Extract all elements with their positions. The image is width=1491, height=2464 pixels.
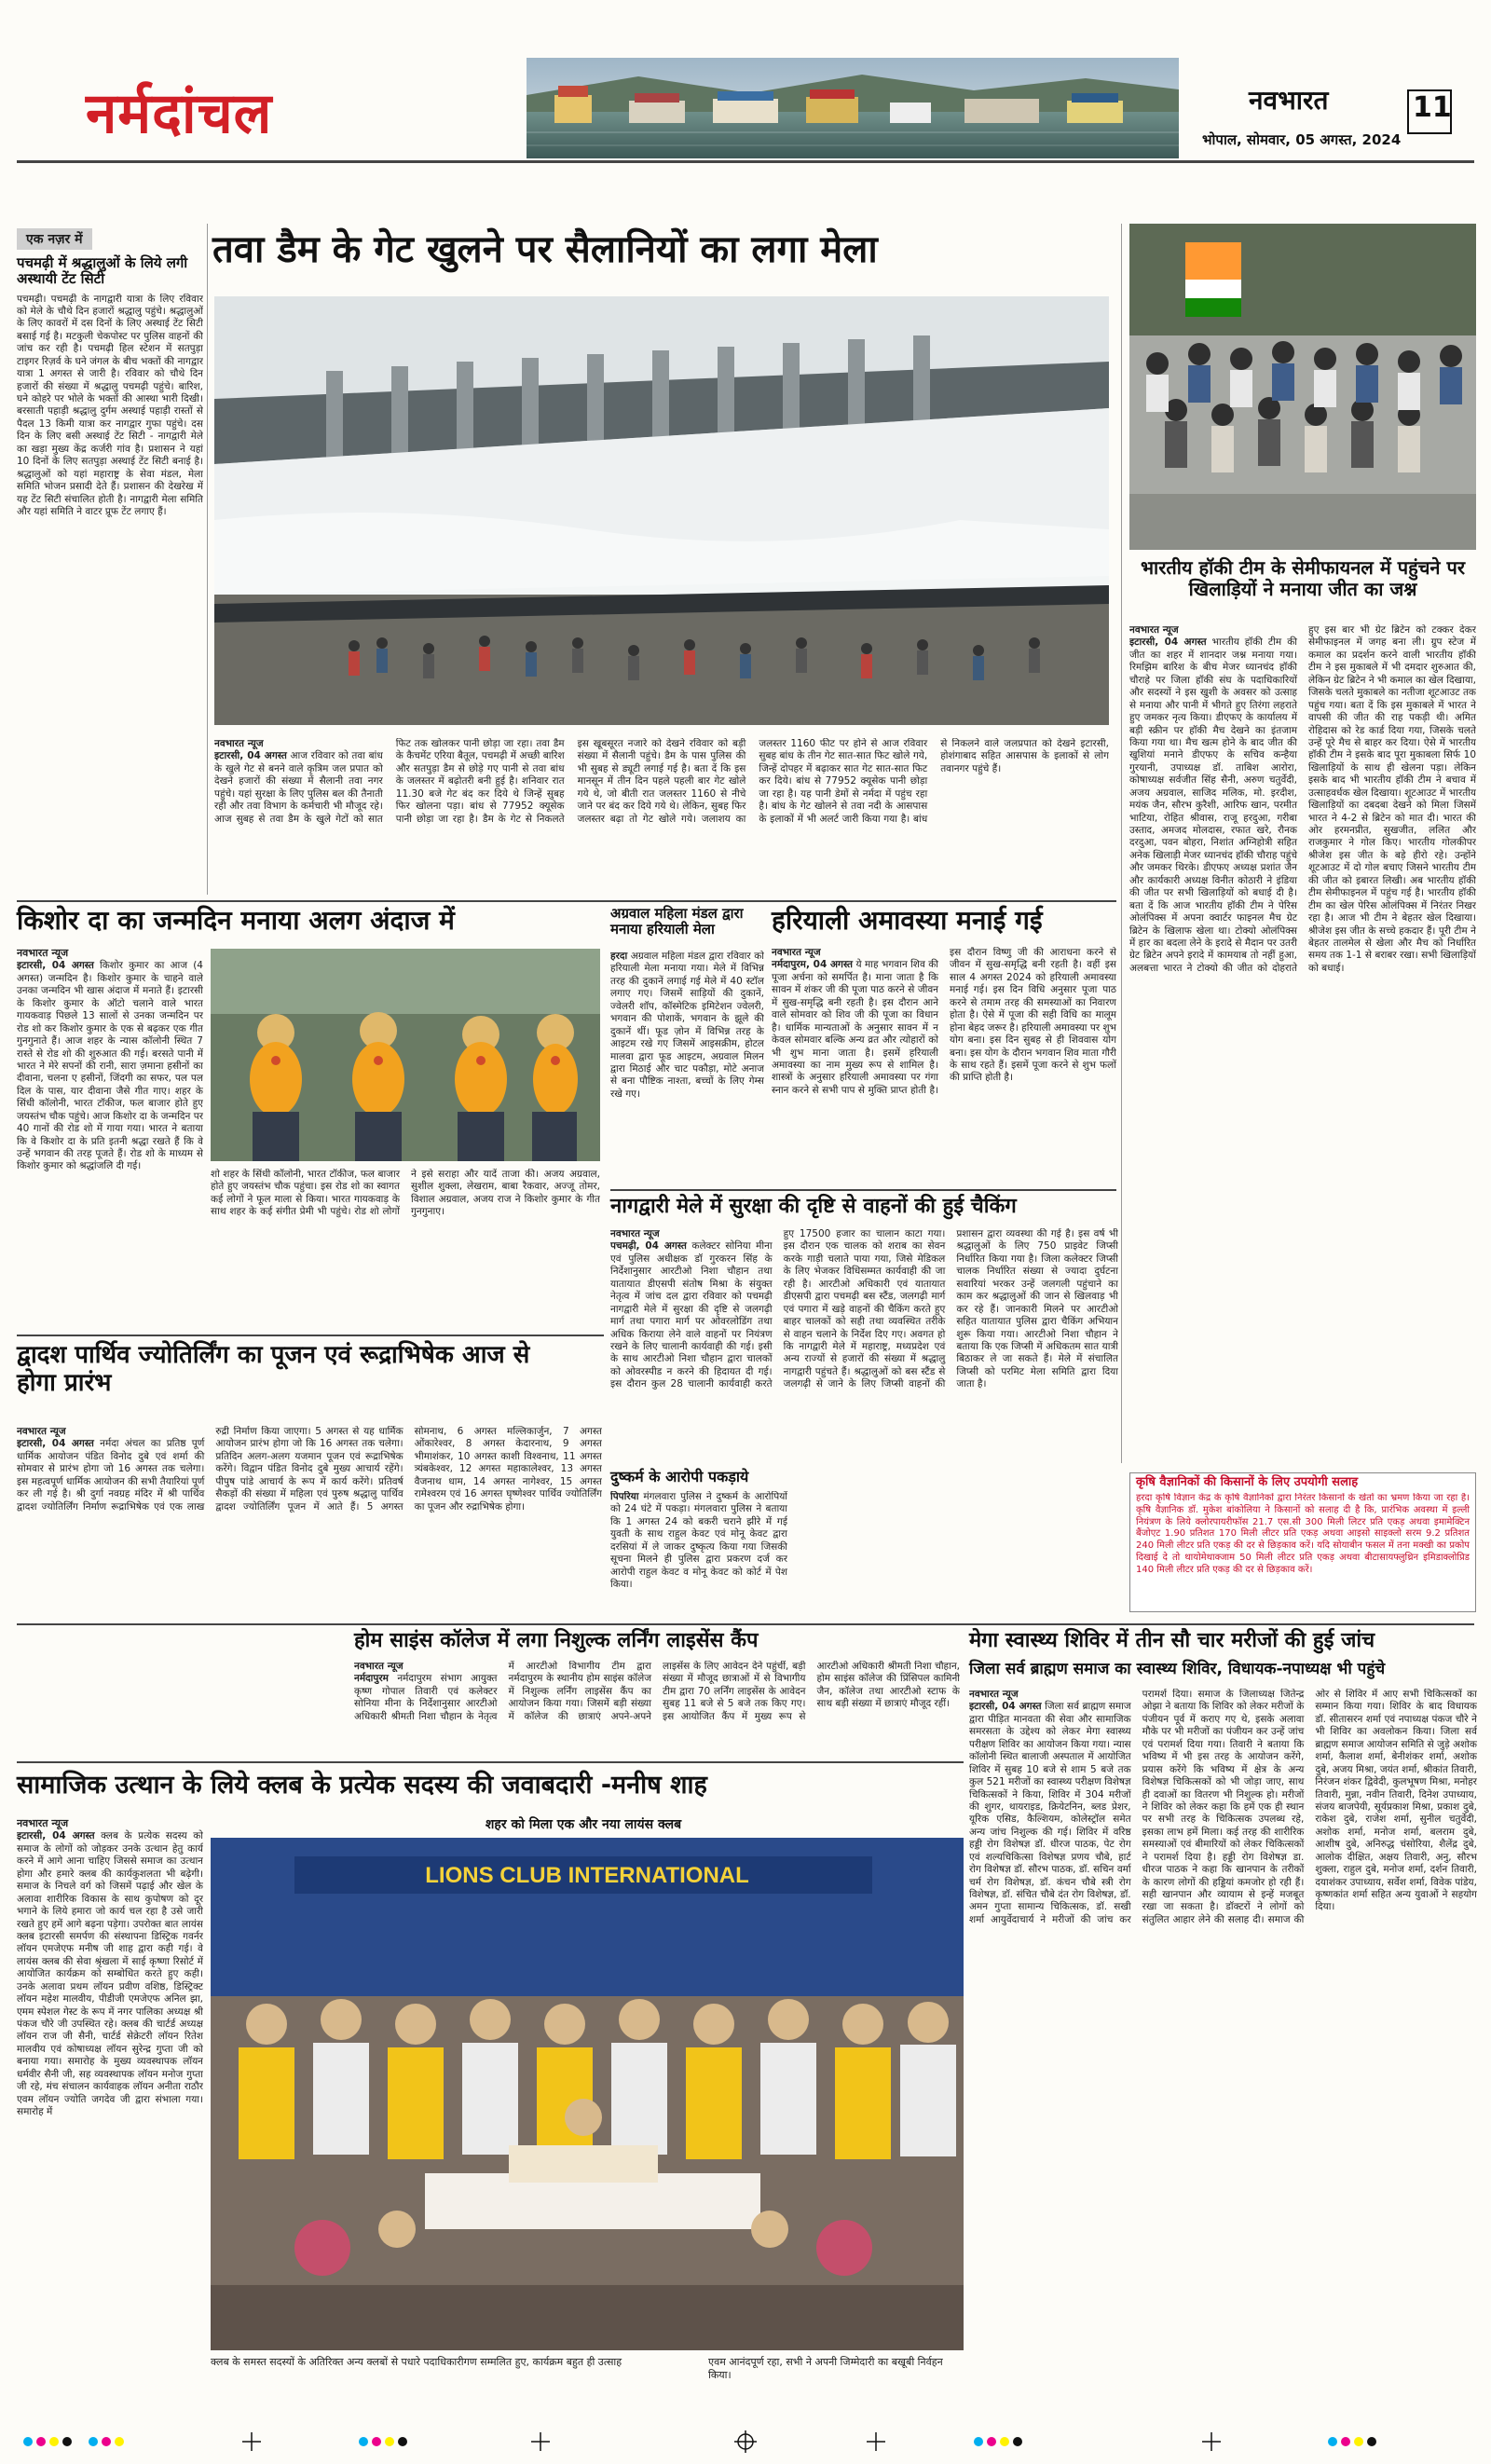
nagdwari-byline: नवभारत न्यूज: [610, 1228, 660, 1239]
agrawal-dateline: हरदा: [610, 951, 628, 962]
masthead-lake-photo: [527, 58, 1179, 158]
health-dateline: इटारसी, 04 अगस्त: [969, 1701, 1042, 1713]
homescience-text: नर्मदापुरम संभाग आयुक्त कृष्ण गोपाल तिवारी एवं कलेक्टर सोनिया मीना के निर्देशानुसार आरटीओ अधिकारी श्रीमती निशा चौहान के नेतृत्व में आरटीओ विभागीय टीम द्वारा नर्मदापुरम के स्थानीय होम साइंस कॉलेज में निशुल्क लर्निंग लाइसेंस कैंप का आयोजन किया गया। जिसमें बड़ी संख्या में कॉलेज की छात्राएं अपने-अपने लाइसेंस के लिए आवेदन देने पहुंचीं, बड़ी संख्या में मौजूद छात्राओं में से विभागीय टीम द्वारा 70 लर्निंग लाइसेंस के आवेदन सुबह 11 बजे से 5 बजे तक किए गए। इस आयोजित कैंप में मुख्य रूप से आरटीओ अधिकारी श्रीमती निशा चौहान, होम साइंस कॉलेज की प्रिंसिपल कामिनी जैन, कॉलेज तथा आरटीओ स्टाफ के साथ बड़ी संख्या में छात्राएं मौजूद रहीं।: [354, 1661, 960, 1722]
agrawal-headline: अग्रवाल महिला मंडल द्वारा मनाया हरियाली मेला: [610, 905, 744, 938]
kishore-byline: नवभारत न्यूज: [17, 947, 69, 959]
masthead-section-title: नर्मदांचल: [86, 81, 273, 146]
masthead-dateline: भोपाल, सोमवार, 05 अगस्त, 2024: [1202, 131, 1402, 148]
hockey-dateline: इटारसी, 04 अगस्त: [1129, 637, 1207, 649]
nagdwari-dateline: पचमढ़ी, 04 अगस्त: [610, 1240, 687, 1253]
lead-byline: नवभारत न्यूज: [214, 738, 264, 749]
masthead: [0, 0, 1491, 158]
hockey-body: [1129, 624, 1476, 1463]
shivling-dateline: इटारसी, 04 अगस्त: [17, 1438, 94, 1450]
farmers-headline: कृषि वैज्ञानिकों की किसानों के लिए उपयोगी सलाह: [1136, 1475, 1359, 1489]
kishore-headline: किशोर दा का जन्मदिन मनाया अलग अंदाज में: [17, 905, 455, 936]
hockey-photo: [1129, 224, 1476, 550]
social-dateline: इटारसी, 04 अगस्त: [17, 1830, 95, 1842]
kishore-photo: [211, 949, 600, 1161]
agrawal-body: [610, 951, 764, 1184]
masthead-rule: [17, 160, 1474, 163]
lead-dateline: इटारसी, 04 अगस्त: [214, 750, 287, 762]
health-byline: नवभारत न्यूज: [969, 1689, 1019, 1700]
section-rule-1: [17, 900, 1116, 902]
kishore-dateline: इटारसी, 04 अगस्त: [17, 960, 94, 972]
lead-headline: तवा डैम के गेट खुलने पर सैलानियों का लगा मेला: [212, 228, 878, 271]
sidebar-headline: पचमढ़ी में श्रद्धालुओं के लिये लगी अस्थायी टेंट सिटी: [17, 254, 188, 288]
farmers-box: [1129, 1472, 1476, 1612]
accused-text: मंगलवारा पुलिस ने दुष्कर्म के आरोपियों को 24 घंटे में पकड़ा। मंगलवारा पुलिस ने बताया कि 1 अगस्त 24 को बकरी चराने झीरे में गई युवती के साथ राहुल केवट एवं मोनू केवट द्वारा दरसियां में ले जाकर दुष्कृत्य किया गया जिसकी सूचना मिलने ही पुलिस द्वारा प्रकरण दर्ज कर आरोपी राहुल केवट व मोनू केवट को कोर्ट में पेश किया।: [610, 1491, 787, 1591]
social-photo-title: शहर को मिला एक और नया लायंस क्लब: [485, 1817, 682, 1832]
farmers-body: हरदा कृषि विज्ञान केंद्र के कृषि वैज्ञानिकों द्वारा निरंतर किसानों के खेतों का भ्रमण किया जा रहा है। कृषि वैज्ञानिक डॉ. मुकेश बांकोलिया ने किसानों को सलाह दी है कि, प्रारंभिक अवस्था में इल्ली नियंत्रण के लिये क्लोरपायरीफॉस 21.7 एस.सी 300 मिली लिटर प्रति एकड़ अथवा इमामेक्टिन बैंजोएट 1.90 प्रतिशत 170 मिली लीटर प्रति एकड़ अथवा आइसो साइक्लो सरम 9.2 प्रतिशत 240 मिली लीटर प्रति एकड़ की दर से छिड़काव करें। यदि सोयाबीन फसल में तना मक्खी का प्रकोप दिखाई दे तो थायोमेथाक्जाम 50 मिली लीटर प्रति एकड़ अथवा बीटासायफ्लुथ्रिन इमिडाक्लोप्रिड 140 मिली लीटर प्रति एकड़ की दर से छिड़काव करें।: [1136, 1492, 1470, 1575]
lead-body: [214, 738, 1109, 892]
shivling-byline: नवभारत न्यूज: [17, 1426, 66, 1437]
lead-dam-photo: [214, 296, 1109, 725]
accused-body: [610, 1491, 787, 1603]
nagdwari-headline: नागद्वारी मेले में सुरक्षा की दृष्टि से वाहनों की हुई चैकिंग: [610, 1195, 1017, 1218]
nagdwari-text: कलेक्टर सोनिया मीना एवं पुलिस अधीक्षक डॉ गुरकरन सिंह के निर्देशानुसार आरटीओ निशा चौहान तथा यातायात डीएसपी संतोष मिश्रा के संयुक्त नेतृत्व में जांच दल द्वारा रविवार को पचमढ़ी नागद्वारी मेले में सुरक्षा की दृष्टि से जलगढ़ी मार्ग तथा पगारा मार्ग पर ओवरलोडिंग तथा अधिक किराया लेने वाले वाहनों पर नियंत्रण रखने के लिए चालानी कार्यवाही की गई। इसी के साथ आरटीओ निशा चौहान द्वारा चालकों को ओवरस्पीड न करने की हिदायत दी गई। इस दौरान कुल 28 चालानी कार्यवाही करते हुए 17500 हजार का चालान काटा गया। इस दौरान एक चालक को शराब का सेवन करके गाड़ी चलाते पाया गया, जिसे मेडिकल के लिए भेजकर विधिसम्मत कार्यवाही की जा रही है। आरटीओ अधिकारी एवं यातायात डीएसपी द्वारा पचमढ़ी बस स्टैंड, जलगढ़ी मार्ग एवं पगारा में खड़े वाहनों की चैकिंग करते हुए बाहर चालकों को सही तथा व्यवस्थित तरीके से वाहन चलाने के निर्देश दिए गए। अवगत हो कि नागद्वारी मेले में महाराष्ट्र, मध्यप्रदेश एवं अन्य राज्यों से हजारों की संख्या में श्रद्धालु नागद्वारी पहुंचते हैं। श्रद्धालुओं को बस स्टैंड से जलगढ़ी से जाने के लिए जिप्सी वाहनों की प्रशासन द्वारा व्यवस्था की गई है। इस वर्ष भी श्रद्धालुओं के लिए 750 प्राइवेट जिप्सी निर्धारित किया गया है। जिला कलेक्टर जिप्सी चालक निर्धारित संख्या से ज्यादा दुर्घटना सवारियां भरकर उन्हें जलगली पहुंचाने का काम कर श्रद्धालुओं की जान से खिलवाड़ भी कर रहे हैं। जानकारी मिलने पर आरटीओ सहित यातायात पुलिस द्वारा चैकिंग अभियान शुरू किया गया। आरटीओ निशा चौहान ने बताया कि एक जिप्सी में अधिकतम सात यात्री बिठाकर ले जा सकते हैं। मेले में संचालित जिप्सी को परमिट मेला समिति द्वारा दिया जाता है।: [610, 1228, 1118, 1390]
hockey-byline: नवभारत न्यूज: [1129, 624, 1179, 636]
accused-headline: दुष्कर्म के आरोपी पकड़ाये: [610, 1468, 749, 1485]
homescience-byline: नवभारत न्यूज: [354, 1661, 404, 1672]
social-text: क्लब के प्रत्येक सदस्य को समाज के लोगों को जोड़कर उनके उत्थान हेतु कार्य करने में आगे आना चाहिए जिससे समाज का उत्थान होगा और हमारे क्लब की कार्यकुशलता भी बढ़ेगी। समाज के निचले वर्ग को जिसमें पढ़ाई और खेल के अलावा शारीरिक विकास के साथ कुपोषण को दूर भगाने के लिये हमारा जो कार्य चल रहा है उसे जारी रखते हुए हमें आगे बढ़ना पड़ेगा। उपरोक्त बात लायंस क्लब इटारसी समर्पण की संस्थापना डिस्ट्रिक गवर्नर लॉयन एमजेएफ मनीष जी शाह द्वारा कही गई। वे लायंस क्लब की सेवा श्रृंखला में साई कृष्णा रिसोर्ट में आयोजित कार्यक्रम को सम्बोधित करते हुए कही। उनके अलावा प्रथम लॉयन प्रवीण वशिष्ठ, डिस्ट्रिक्ट लॉयन महेश मालवीय, पीडीजी एमजेएफ अनिल झा, एमम स्पेशल गेस्ट के रूप में नगर पालिका अध्यक्ष श्री पंकज चौरे जी उपस्थित रहे। क्लब की चार्टर्ड अध्यक्ष लॉयन राज जी सैनी, चार्टर्ड सेक्रेटरी लॉयन रितेश मालवीय एवं कोषाध्यक्ष लॉयन सुरेन्द्र गुप्ता जी को बनाया गया। समारोह के मुख्य व्यवस्थापक लॉयन धर्मवीर सैनी जी, सह व्यवस्थापक लॉयन मनोज गुप्ता जी रहे, मंच संचालन कार्यवाहक लॉयन अनीता राठौर एवम लॉयन ज्योति जगदेव जी द्वारा संभाला गया। समारोह में: [17, 1830, 203, 2118]
nagdwari-body: [610, 1228, 1118, 1461]
shivling-body: [17, 1426, 602, 1622]
amavasya-dateline: नर्मदापुरम, 04 अगस्त: [772, 959, 854, 971]
hockey-text: भारतीय हॉकी टीम की जीत का शहर में शानदार जश्न मनाया गया। रिमझिम बारिश के बीच मेजर ध्यानचंद हॉकी चौराहे पर जिला हॉकी संघ के पदाधिकारियों और सदस्यों ने इस खुशी के अवसर को उत्साह से मनाया और पानी में भीगते हुए तिरंगा लहराते हुए जमकर नृत्य किया। डीएफए के कार्यालय में बड़ी स्क्रीन पर हॉकी मैच देखने का इंतजाम किया गया था। मैच खत्म होने के बाद जीत की खुशियां मनाने डीएफए के सचिव कन्हैया गुरयानी, उपाध्यक्ष डॉ. ताबिश आरोरा, कोषाध्यक्ष सर्वजीत सिंह सैनी, अरुण चतुर्वेदी, अजय अग्रवाल, साजिद मलिक, मो. इरदीश, मयंक जैन, सौरभ कुरैशी, आरिफ खान, परमीत भाटिया, रोहित श्रीवास, राजू हरदुआ, गरीबा उस्ताद, अमजद मोलदास, रफात खरे, रौनक दरदुआ, पवन बोहरा, निशांत अग्निहोत्री सहित अनेक खिलाड़ी मेजर ध्यानचंद हॉकी चौराह पहुंचे और जमकर थिरके। डीएफए अध्यक्ष प्रशांत जैन और कार्यकारी अध्यक्ष विनीत कोठारी ने इंडिया की जीत पर सभी खिलाड़ियों को बधाई दी है। बता दें कि आज भारतीय हॉकी टीम ने पेरिस ओलंपिक्स में अपना क्वार्टर फाइनल मैच ग्रेट ब्रिटेन के खिलाफ खेला था। टोक्यो ओलंपिक्स में हार का बदला लेने के इरादे से मैदान पर उतरी ग्रेट ब्रिटेन अपने इरादे में कामयाब तो नहीं हुआ, अलबत्ता भारत ने टोक्यो की जीत को दोहराते हुए इस बार भी ग्रेट ब्रिटेन को टक्कर देकर सेमीफाइनल में जगह बना ली। ग्रुप स्टेज में कमाल का प्रदर्शन करने वाली भारतीय हॉकी टीम ने इस मुकाबले में भी दमदार शुरुआत की, लेकिन ग्रेट ब्रिटेन ने भी कमाल का खेल दिखाया, जिसके चलते मुकाबले का नतीजा शूटआउट तक पहुंच गया। बता दें कि इस मुकाबले में भारत ने वापसी की जीत की राह पकड़ी थी। अमित रोहिदास को रेड कार्ड दिया गया, जिसके चलते उन्हें पूरे मैच से बाहर कर दिया। ऐसे में भारतीय हॉकी टीम ने इसके बाद पूरा मुकाबला सिर्फ 10 खिलाड़ियों के साथ ही खेलना पड़ा। लेकिन इसके बाद भी भारतीय हॉकी टीम ने बचाव में उत्साहवर्धक खेल दिखाया। शूटआउट में भारतीय खिलाड़ियों का दबदबा देखने को मिला जिसमें भारत ने 4-2 से ब्रिटेन को मात दी। भारत की ओर हरमनप्रीत, सुखजीत, ललित और राजकुमार ने गोल किए। भारतीय गोलकीपर श्रीजेश इस जीत के बड़े हीरो रहे। उन्होंने शूटआउट में दो गोल बचाए जिसने भारतीय टीम की जीत को इबारत लिखी। अब भारतीय हॉकी टीम सेमीफाइनल में पहुंच गई है। भारतीय हॉकी टीम का खेल पेरिस ओलंपिक्स में निरंतर निखर रहा है। आज भी टीम ने बेहतर खेल दिखाया। श्रीजेश इस जीत के सच्चे हकदार हैं। पूरी टीम ने बेहतर तालमेल से खेला और मैच को निर्धारित समय तक 1-1 से बराबर रखा। सभी खिलाड़ियों को बधाई।: [1129, 624, 1476, 974]
social-headline: सामाजिक उत्थान के लिये क्लब के प्रत्येक सदस्य की जवाबदारी -मनीष शाह: [17, 1771, 707, 1800]
accused-dateline: पिपरिया: [610, 1491, 639, 1502]
sidebar-divider: [207, 224, 208, 895]
right-column-divider: [1121, 224, 1122, 1463]
social-banner-text: LIONS CLUB INTERNATIONAL: [425, 1863, 749, 1888]
sidebar-tag: एक नज़र में: [17, 228, 92, 250]
kishore-text: किशोर कुमार का आज (4 अगस्त) जन्मदिन है। किशोर कुमार के चाहने वाले उनका जन्मदिन भी खास अंदाज में मनाते हैं। इटारसी के किशोर कुमार के ऑटो चलाने वाले भारत गायकवाड़ पिछले 13 सालों से उनका जन्मदिन पर रोड शो कर किशोर कुमार के एक से बढ़कर एक गीत गुनगुनाते हैं। आज शहर के न्यास कॉलोनी स्थित 7 रास्ते से रोड शो की शुरुआत की गई। बरसते पानी में भारत ने मेरे सपनों की रानी, सारा ज़माना हसीनों का दीवाना, चलना ए हसीनों, जिंदगी का सफर, पल पल दिल के पास, यार दीवाना जैसे गीत गाए। शहर के सिंधी कॉलोनी, भारत टॉकीज, फल बाजार होते हुए जयस्तंभ चौक पहुंचे। आज किशोर दा के जन्मदिन पर 40 गानों की रोड शो में गाया गया। भारत ने बताया कि वे किशोर दा के प्रति इतनी श्रद्धा रखते हैं कि वे उन्हें भगवान की तरह पूजते हैं। रोड शो के माध्यम से किशोर कुमार को श्रद्धांजलि दी गई।: [17, 960, 203, 1172]
health-headline: मेगा स्वास्थ्य शिविर में तीन सौ चार मरीजों की हुई जांच: [969, 1629, 1375, 1652]
social-caption-right: एवम आनंदपूर्ण रहा, सभी ने अपनी जिम्मेदारी का बखूबी निर्वहन किया।: [708, 2356, 943, 2381]
section-rule-4: [17, 1623, 1474, 1625]
social-caption-left: क्लब के समस्त सदस्यों के अतिरिक्त अन्य क्लबों से पधारे पदाधिकारीगण सम्मलित हुए, कार्यक्रम बहुत ही उत्साह: [211, 2356, 622, 2368]
health-text: जिला सर्व ब्राह्मण समाज द्वारा पीड़ित मानवता की सेवा और सामाजिक समरसता के उद्देश्य को लेकर मेगा स्वास्थ्य परीक्षण शिविर का आयोजन किया गया। न्यास कॉलोनी स्थित बालाजी अस्पताल में आयोजित शिविर में सुबह 10 बजे से शाम 5 बजे तक कुल 521 मरीजों का स्वास्थ्य परीक्षण विशेषज्ञ चिकित्सकों ने किया, शिविर में 304 मरीजों की शुगर, थायराइड, क्रियेटनिन, ब्लड प्रेशर, यूरिक एसिड, कैल्शियम, कोलेस्ट्रॉल समेत अन्य जांच निशुल्क की गई। शिविर में वरिष्ठ हड्डी रोग विशेषज्ञ डॉ. धीरज पाठक, पेट रोग एवं शल्यचिकित्सा विशेषज्ञ प्रणय चौबे, हार्ट रोग विशेषज्ञ डॉ. सौरभ पाठक, डॉ. सचिन वर्मा चर्म रोग विशेषज्ञ, डॉ. कंचन चौबे स्त्री रोग विशेषज्ञ, डॉ. संचित चौबे दंत रोग विशेषज्ञ, डॉ. अमन गुप्ता सामान्य चिकित्सक, डॉ. सखी शर्मा आयुर्वेदाचार्य ने मरीजों की जांच कर परामर्श दिया। समाज के जिलाध्यक्ष जितेन्द्र ओझा ने बताया कि शिविर को लेकर मरीजों के पंजीयन पूर्व में कराए गए थे, इसके अलावा मौके पर भी मरीजों का पंजीयन कर उन्हें जांच एवं परामर्श दिया गया। तिवारी ने बताया कि भविष्य में भी इस तरह के आयोजन करेंगे, प्रयास करेंगे कि भविष्य में क्षेत्र के अन्य विशेषज्ञ चिकित्सकों को भी जोड़ा जाए, साथ ही दवाओं का वितरण भी निशुल्क हो। मरीजों ने शिविर को लेकर कहा कि हमें एक ही स्थान पर सभी तरह के चिकित्सक उपलब्ध रहे, इसका लाभ हमें मिला। कई तरह की शारीरिक समस्याओं एवं बीमारियों को लेकर चिकित्सकों ने परामर्श दिया है। हड्डी रोग विशेषज्ञ डा. धीरज पाठक ने कहा कि खानपान के तरीकों के कारण लोगों की हड्डियां कमजोर हो रही हैं। सही खानपान और व्यायाम से इन्हें मजबूत रखा जा सकता है। डॉक्टरों ने लोगों को संतुलित आहार लेने की सलाह दी। समाज की ओर से शिविर में आए सभी चिकित्सकों का सम्मान किया गया। शिविर के बाद विधायक डॉ. सीतासरन शर्मा एवं नपाध्यक्ष पंकज चौरे ने भी शिविर का अवलोकन किया। जिला सर्व ब्राह्मण समाज आयोजन समिति से जुड़े अशोक शर्मा, कैलाश शर्मा, बेनीशंकर शर्मा, अशोक दुबे, अजय मिश्रा, जयंत शर्मा, श्रीकांत तिवारी, निरंजन शंकर द्विवेदी, कुलभूषण मिश्रा, मनोहर तिवारी, मुन्ना, नवीन तिवारी, दिनेश उपाध्याय, संजय बाजपेयी, सूर्यप्रकाश मिश्रा, प्रकाश दुबे, राकेश दुबे, राजेश शर्मा, सुनील चतुर्वेदी, अशोक शर्मा, मनोज शर्मा, बलराम दुबे, आशीष दुबे, अनिरुद्ध चंसोरिया, शैलेंद्र दुबे, आलोक दीक्षित, अक्षय तिवारी, अनु, सौरभ शुक्ला, राहुल दुबे, मनोज शर्मा, दर्शन तिवारी, दयाशंकर उपाध्याय, सर्वेश शर्मा, विवेक पांडेय, कृष्णकांत शर्मा सहित अन्य युवाओं ने सहयोग दिया।: [969, 1689, 1477, 1925]
shivling-text: नर्मदा अंचल का प्रतिष्ठ पूर्ण धार्मिक आयोजन पंडित विनोद दुबे एवं शर्मा की सोमवार से प्रारंभ होगा जो 16 अगस्त तक चलेगा। इस महत्वपूर्ण धार्मिक आयोजन की सभी तैयारियां पूर्ण कर ली गई है। श्री दुर्गा नवग्रह मंदिर में श्री पार्थिव द्वादश ज्योतिर्लिंग निर्माण रूद्राभिषेक एवं एक लाख रुद्री निर्माण किया जाएगा। 5 अगस्त से यह धार्मिक आयोजन प्रारंभ होगा जो कि 16 अगस्त तक चलेगा। प्रतिदिन अलग-अलग यजमान पूजन एवं रूद्राभिषेक करेंगे। विद्वान पंडित विनोद दुबे मुख्य आचार्य रहेंगे। पीपुष पांडे आचार्य के रूप में कार्य करेंगे। प्रतिवर्ष सैकड़ों की संख्या में महिला एवं पुरुष श्रद्धालु पार्थिव द्वादश ज्योतिर्लिंग पूजन में आते हैं। 5 अगस्त सोमनाथ, 6 अगस्त मल्लिकार्जुन, 7 अगस्त ओंकारेश्वर, 8 अगस्त केदारनाथ, 9 अगस्त भीमाशंकर, 10 अगस्त काशी विश्वनाथ, 11 अगस्त त्र्यंबकेश्वर, 12 अगस्त महाकालेश्वर, 13 अगस्त वैजनाथ धाम, 14 अगस्त नागेश्वर, 15 अगस्त रामेश्वरम एवं 16 अगस्त घृष्णेश्वर पार्थिव ज्योतिर्लिंग का पूजन और रुद्राभिषेक होगा।: [17, 1426, 602, 1513]
homescience-body: [354, 1661, 960, 1754]
amavasya-headline: हरियाली अमावस्या मनाई गई: [772, 905, 1043, 936]
amavasya-text: ये माह भगवान शिव की पूजा अर्चना को समर्पित है। माना जाता है कि सावन में शंकर जी की पूजा पाठ करने से जीवन में सुख-समृद्धि बनी रहती है। इस दौरान आने वाले सोमवार को शिव जी की पूजा का विधान है। धार्मिक मान्यताओं के अनुसार सावन में न केवल सोमवार बल्कि अन्य व्रत और त्योहारों को भी शुभ माना जाता है। इसमें हरियाली अमावस्या का नाम मुख्य रूप से शामिल है। शास्त्रों के अनुसार हरियाली अमावस्या पर गंगा स्नान करने से सभी पाप से मुक्ति प्राप्त होती है। इस दौरान विष्णु जी की आराधना करने से जीवन में सुख-समृद्धि बनी रहती है। वहीं इस साल 4 अगस्त 2024 को हरियाली अमावस्या मनाई गई। इस दिन विधि अनुसार पूजा पाठ करने से तमाम तरह की समस्याओं का निवारण होता है। ऐसे में पूजा की सही विधि का मालूम होना बेहद जरूर है। हरियाली अमावस्या पर शुभ योग बना। इस दिन सुबह से ही शिववास योग बना। इस योग के दौरान भगवान शिव माता गौरी के साथ रहते हैं। इसमें पूजा करने से शुभ फलों की प्राप्ति होती है।: [772, 947, 1116, 1096]
social-photo: [211, 1838, 964, 2350]
sidebar-brief: [17, 228, 203, 899]
sidebar-body: पचमढ़ी। पचमढ़ी के नागद्वारी यात्रा के लिए रविवार को मेले के चौथे दिन हजारों श्रद्धालु पहुंचे। श्रद्धालुओं के लिए कावरों में दस दिनों के लिए अस्थाई टेंट सिटी बसाई गई है। मटकुली चेकपोस्ट पर पुलिस वाहनों की जांच कर रही है। पचमढ़ी हिल स्टेशन में सतपुड़ा टाइगर रिज़र्व के घने जंगल के बीच भक्तों की नागद्वार यात्रा 1 अगस्त से जारी है। रविवार को चौथे दिन हजारों की संख्या में श्रद्धालु पचमढ़ी पहुंचे। बारिश, घने कोहरे पर भोले के भक्तों की आस्था भारी दिखी। बरसाती पहाड़ी श्रद्धालु दुर्गम अस्थाई पहाड़ी रास्तों से पैदल 13 किमी यात्रा कर नागद्वार गुफा पहुंचे। दस दिन के लिए बसी अस्थाई टेंट सिटी - नागद्वारी मेले का खड़ा मुख्य केंद्र कर्जरी गांव है। प्रशासन ने यहां 10 दिनों के लिए सतपुड़ा अस्थाई टेंट सिटी बनाई है। श्रद्धालुओं को यहां महाराष्ट्र के सेवा मंडल, मेला समिति भोजन प्रसादी देते हैं। प्रशासन की देखरेख में यह टेंट सिटी संचालित होती है। नागद्वारी मेला समिति और यहां समिति ने वाटर प्रूफ टेंट लगाए हैं।: [17, 293, 203, 517]
masthead-paper-logo: नवभारत: [1249, 85, 1329, 116]
section-rule-3: [610, 1189, 1116, 1191]
homescience-headline: होम साइंस कॉलेज में लगा निशुल्क लर्निंग लाइसेंस कैंप: [354, 1629, 759, 1652]
social-byline: नवभारत न्यूज: [17, 1817, 69, 1829]
section-rule-2: [17, 1335, 604, 1336]
social-body: [17, 1817, 203, 2395]
section-rule-5: [17, 1761, 964, 1763]
hockey-headline: भारतीय हॉकी टीम के सेमीफायनल में पहुंचने पर खिलाड़ियों ने मनाया जीत का जश्न: [1140, 556, 1466, 600]
shivling-headline: द्वादश पार्थिव ज्योतिर्लिंग का पूजन एवं रूद्राभिषेक आज से होगा प्रारंभ: [17, 1341, 530, 1397]
kishore-body-2: शो शहर के सिंधी कॉलोनी, भारत टॉकीज, फल बाजार होते हुए जयस्तंभ चौक पहुंचा। इस रोड शो का स्वागत कई लोगों ने फूल माला से किया। भारत गायकवाड़ के साथ शहर के कई संगीत प्रेमी भी पहुंचे। रोड शो लोगों ने इसे सराहा और यादें ताजा की। अजय अग्रवाल, सुशील शुक्ला, लेखराम, बाबा रैकवार, अज्जू तोमर, विशाल अग्रवाल, अजय राज ने किशोर कुमार के गीत गुनगुनाए।: [211, 1169, 600, 1218]
health-subhead: जिला सर्व ब्राह्मण समाज का स्वास्थ्य शिविर, विधायक-नपाध्यक्ष भी पहुंचे: [969, 1660, 1386, 1678]
amavasya-body: [772, 947, 1116, 1184]
amavasya-byline: नवभारत न्यूज: [772, 947, 821, 958]
agrawal-text: अग्रवाल महिला मंडल द्वारा रविवार को हरियाली मेला मनाया गया। मेले में विभिन्न तरह की दुकानें लगाई गई मेले में 40 स्टॉल लगाए गए। जिसमें साड़ियों की दुकानें, ज्वेलरी शॉप, कॉस्मेटिक इमिटेशन ज्वेलरी, भगवान की पोशाकें, भगवान के झूले की दुकानें थीं। फूड ज़ोन में विभिन्न तरह के आइटम रखे गए जिसमें आइसक्रीम, होटल मालवा द्वारा फूड आइटम, अग्रवाल मिलन द्वारा मिठाई और चाट पकौड़ा, मोटे अनाज से बना पौष्टिक नाश्ता, बच्चों के लिए गेम्स रखे गए।: [610, 951, 764, 1100]
health-body: [969, 1689, 1477, 2397]
print-registration-strip: [0, 2423, 1491, 2460]
lead-text: आज रविवार को तवा बांध के खुले गेट से बनने वाले कृत्रिम जल प्रपात को देखने हजारों की संख्या में सैलानी तवा नगर पहुंचे। यहां सुरक्षा के लिए पुलिस बल की तैनाती रही और तवा विभाग के कर्मचारी भी मौजूद रहे। आज सुबह से तवा डैम के खुले गेटों को सात फिट तक खोलकर पानी छोड़ा जा रहा। तवा डैम के कैचमेंट एरिया बैतूल, पचमढ़ी में अच्छी बारिश और सतपुड़ा डैम से छोड़े गए पानी से तवा बांध के जलस्तर में बढ़ोतरी बनी हुई है। शनिवार रात 11.30 बजे गेट बंद कर दिये थे जिन्हें सुबह फिर खोलना पड़ा। बांध से 77952 क्यूसेक पानी छोड़ा जा रहा है। डैम के गेट से निकलते इस खूबसूरत नजारे को देखने रविवार को बड़ी संख्या में सैलानी पहुंचे। डैम के पास पुलिस की भी सुबह से ड्यूटी लगाई गई है। बता दें कि इस मानसून में तीन दिन पहले पहली बार गेट खोले गये थे, जो बीती रात जलस्तर 1160 से नीचे जाने पर बंद कर दिये गये थे। लेकिन, सुबह फिर जलस्तर बढ़ा तो गेट खोले गये। जलाशय का जलस्तर 1160 फीट पर होने से आज रविवार सुबह बांध के तीन गेट सात-सात फिट खोले गये, जिन्हें दोपहर में बढ़ाकर सात गेट सात-सात फिट कर दिये। बांध से 77952 क्यूसेक पानी छोड़ा जा रहा है। यह पानी डेमों से नर्मदा में पहुंच रहा है। बांध के गेट खोलने से तवा नदी के आसपास के इलाकों में भी अलर्ट जारी किया गया है। बांध से निकलने वाले जलप्रपात को देखने इटारसी, होशंगाबाद सहित आसपास के इलाकों से लोग तवानगर पहुंचे हैं।: [214, 738, 1109, 825]
page-number: 11: [1413, 91, 1452, 124]
homescience-dateline: नर्मदापुरम: [354, 1673, 389, 1685]
